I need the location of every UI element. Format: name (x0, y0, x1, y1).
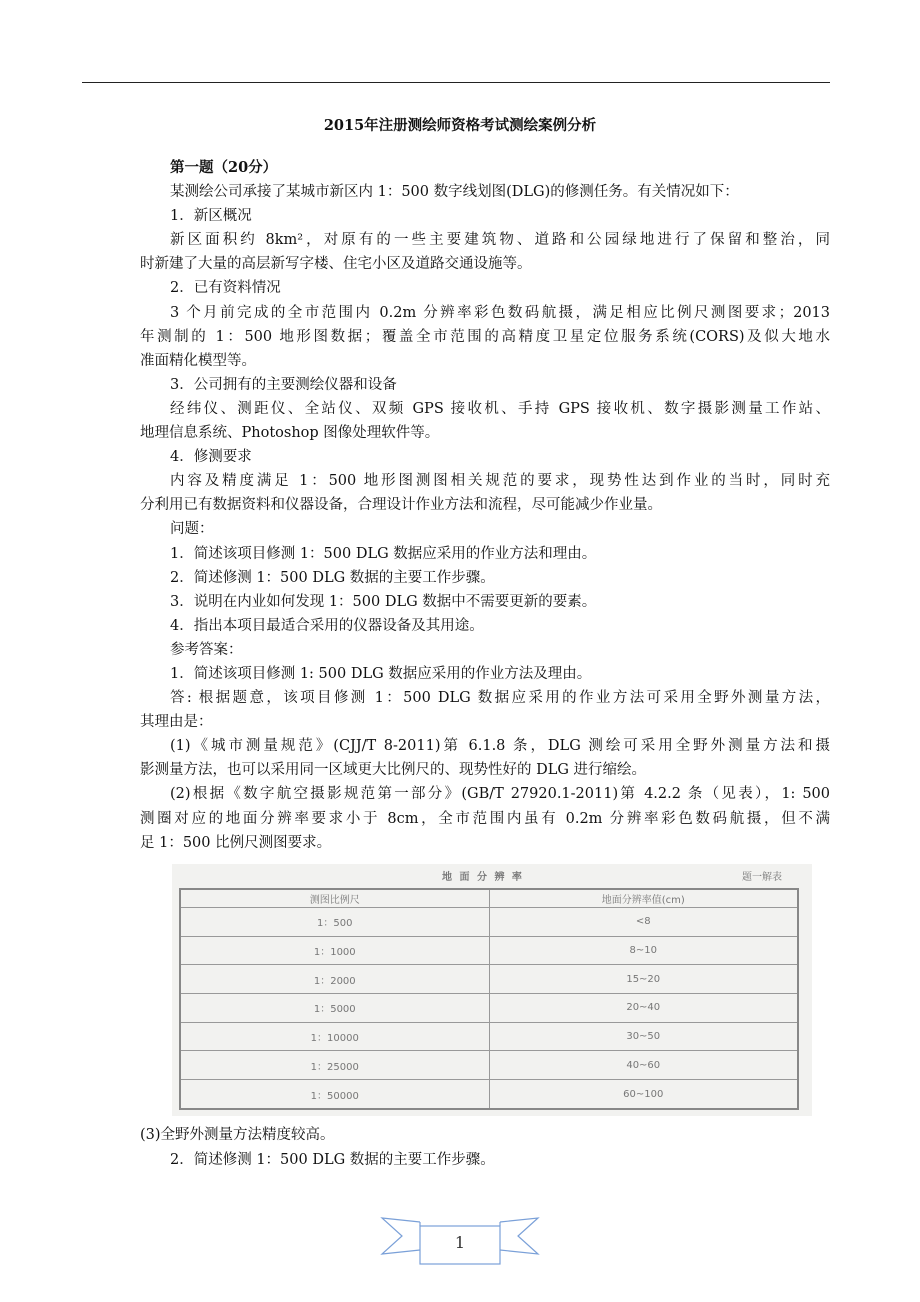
table-cell: 15~20 (489, 965, 798, 994)
paragraph-line: 新区面积约 8km²，对原有的一些主要建筑物、道路和公园绿地进行了保留和整治，同 (170, 232, 830, 249)
table-row (180, 965, 798, 994)
page-number: 1 (454, 1233, 466, 1252)
paragraph-line: 4．指出本项目最适合采用的仪器设备及其用途。 (170, 617, 484, 634)
table-row (180, 994, 798, 1023)
paragraph-line: 足 1：500 比例尺测图要求。 (140, 834, 332, 851)
paragraph-line: 答: 根据题意，该项目修测 1：500 DLG 数据应采用的作业方法可采用全野外测量方法， (170, 690, 830, 707)
paragraph-line: 参考答案： (170, 641, 243, 658)
paragraph-line: 影测量方法，也可以采用同一区域更大比例尺的、现势性好的 DLG 进行缩绘。 (140, 762, 647, 779)
paragraph-line: (2)根据《数字航空摄影规范第一部分》(GB/T 27920.1-2011)第 4.2.2 条（见表），1: 500 (170, 786, 830, 803)
table-row (180, 1080, 798, 1109)
paragraph-line: 某测绘公司承接了某城市新区内 1：500 数字线划图(DLG)的修测任务。有关情况如下： (170, 184, 739, 201)
paragraph-line: 3．公司拥有的主要测绘仪器和设备 (170, 376, 397, 393)
header-rule (82, 82, 830, 83)
paragraph-line: 3．说明在内业如何发现 1：500 DLG 数据中不需要更新的要素。 (170, 593, 597, 610)
table-caption: 地 面 分 辨 率 (442, 872, 524, 883)
paragraph-line: (1)《城市测量规范》(CJJ/T 8-2011)第 6.1.8 条，DLG 测绘可采用全野外测量方法和摄 (170, 738, 830, 755)
table-row (180, 1022, 798, 1051)
table-row (180, 936, 798, 965)
paragraph-line: 年测制的 1：500 地形图数据；覆盖全市范围的高精度卫星定位服务系统(CORS)及似大地水 (140, 328, 830, 345)
table-row (180, 908, 798, 937)
paragraph-line: 1．新区概况 (170, 208, 252, 225)
table-cell: <8 (489, 908, 798, 937)
paragraph-line: 问题： (170, 521, 214, 538)
table-cell: 1：500 (180, 908, 489, 937)
paragraph-line: 1．简述该项目修测 1：500 DLG 数据应采用的作业方法和理由。 (170, 545, 597, 562)
answer-line: (3)全野外测量方法精度较高。 (140, 1127, 335, 1143)
question-line: 2．简述修测 1：500 DLG 数据的主要工作步骤。 (170, 1152, 495, 1168)
table-cell: 1：5000 (180, 994, 489, 1023)
paragraph-line: 其理由是： (140, 714, 213, 731)
table-cell: 1：25000 (180, 1051, 489, 1080)
table-cell: 60~100 (489, 1080, 798, 1109)
table-row (180, 1051, 798, 1080)
paragraph-line: 4．修测要求 (170, 449, 252, 466)
table-cell: 1：50000 (180, 1080, 489, 1109)
table-cell: 30~50 (489, 1022, 798, 1051)
paragraph-line: 2．简述修测 1：500 DLG 数据的主要工作步骤。 (170, 569, 495, 586)
after-table-text (140, 1123, 830, 1173)
paragraph-line: 时新建了大量的高层新写字楼、住宅小区及道路交通设施等。 (140, 256, 532, 273)
table-cell: 1：1000 (180, 936, 489, 965)
paragraph-line: 3 个月前完成的全市范围内 0.2m 分辨率彩色数码航摄，满足相应比例尺测图要求；2013 (170, 304, 830, 321)
document-body (140, 156, 830, 855)
resolution-table (179, 888, 799, 1110)
paragraph-line: 1．简述该项目修测 1: 500 DLG 数据应采用的作业方法及理由。 (170, 665, 592, 682)
paragraph-line: 内容及精度满足 1：500 地形图测图相关规范的要求，现势性达到作业的当时，同时充 (170, 473, 830, 490)
table-cell: 20~40 (489, 994, 798, 1023)
resolution-table-image (172, 864, 812, 1116)
table-header: 地面分辨率值(cm) (489, 889, 798, 908)
paragraph-line: 准面精化模型等。 (140, 352, 256, 369)
document-title: 2015年注册测绘师资格考试测绘案例分析 (323, 117, 597, 134)
table-cell: 1：2000 (180, 965, 489, 994)
paragraph-line: 2．已有资料情况 (170, 280, 281, 297)
table-header: 测图比例尺 (180, 889, 489, 908)
table-cell: 1：10000 (180, 1022, 489, 1051)
table-label: 题一解表 (742, 872, 782, 883)
paragraph-line: 测圈对应的地面分辨率要求小于 8cm，全市范围内虽有 0.2m 分辨率彩色数码航摄，但不满 (140, 810, 830, 827)
paragraph-line: 分利用已有数据资料和仪器设备，合理设计作业方法和流程，尽可能减少作业量。 (140, 497, 662, 514)
table-cell: 8~10 (489, 936, 798, 965)
paragraph-line: 第一题（20分） (170, 159, 278, 176)
table-cell: 40~60 (489, 1051, 798, 1080)
paragraph-line: 地理信息系统、Photoshop 图像处理软件等。 (140, 425, 440, 442)
paragraph-line: 经纬仪、测距仪、全站仪、双频 GPS 接收机、手持 GPS 接收机、数字摄影测量工作站、 (170, 400, 830, 417)
